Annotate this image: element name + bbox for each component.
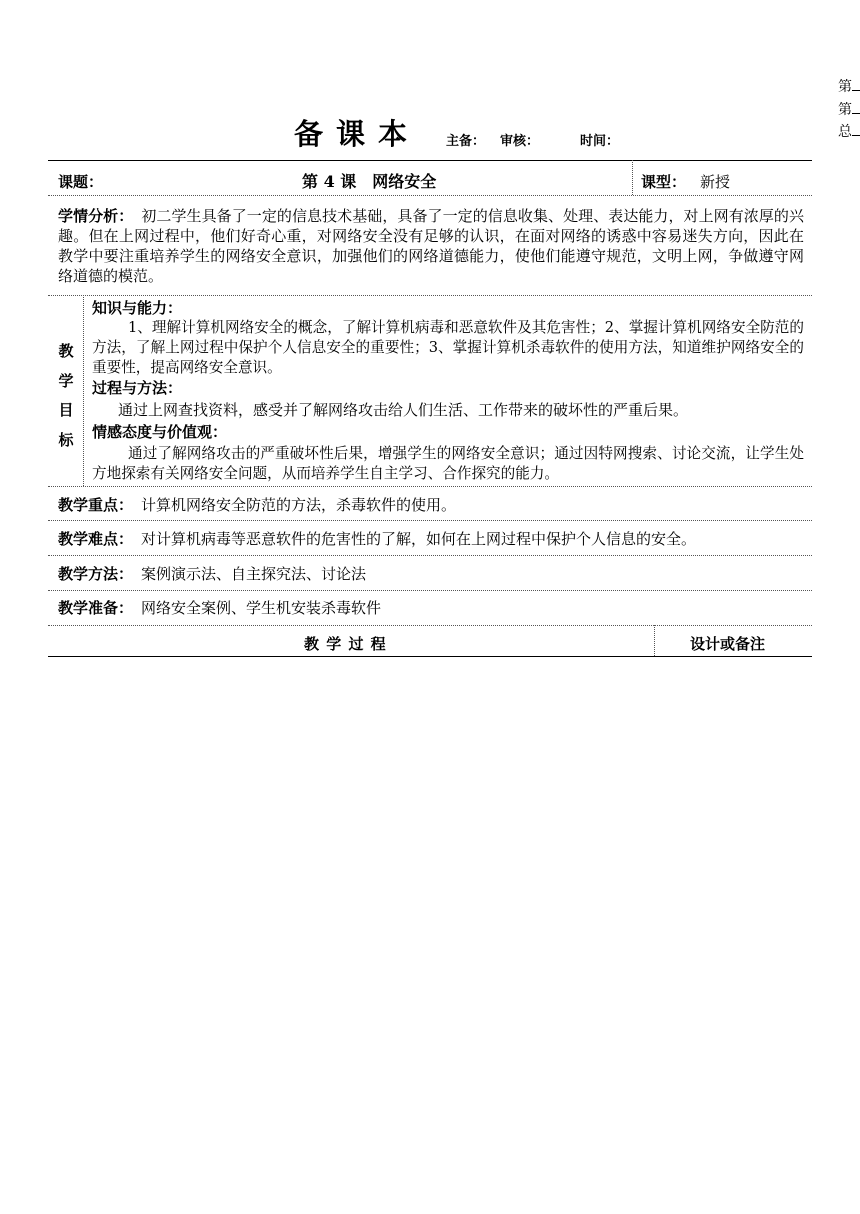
type-column-divider: [632, 160, 633, 195]
goals-side-label-2: 学: [58, 372, 74, 390]
row-divider-7: [48, 625, 812, 626]
process-header-left: 教 学 过 程: [304, 635, 387, 653]
lesson-title: 第 4 课 网络安全: [302, 172, 437, 191]
difficulties-label: 教学难点：: [58, 530, 134, 548]
goals-side-label-4: 标: [58, 431, 74, 449]
row-divider-3: [48, 486, 812, 487]
emotion-label: 情感态度与价值观：: [92, 423, 228, 441]
key-points-label: 教学重点：: [58, 496, 134, 514]
goals-side-divider: [83, 295, 84, 486]
process-column-divider: [654, 625, 655, 656]
row-divider-2: [48, 295, 812, 296]
key-points-text: 计算机网络安全防范的方法，杀毒软件的使用。: [141, 496, 457, 514]
reviewer-label: 审核：: [500, 134, 540, 149]
table-bottom-border: [48, 656, 812, 657]
preparation-text: 网络安全案例、学生机安装杀毒软件: [141, 599, 382, 617]
page-title: 备课本: [294, 117, 421, 151]
process-text: 通过上网查找资料，感受并了解网络攻击给人们生活、工作带来的破坏性的严重后果。: [118, 401, 689, 419]
methods-text: 案例演示法、自主探究法、讨论法: [141, 565, 367, 583]
key-points-row: [58, 495, 456, 515]
topic-label: 课题：: [58, 173, 104, 191]
lesson-type-label: 课型：: [641, 173, 687, 191]
row-divider-1: [48, 195, 812, 196]
time-label: 时间：: [580, 134, 620, 149]
knowledge-text: 1、理解计算机网络安全的概念，了解计算机病毒和恶意软件及其危害性；2、掌握计算机网络安全防范的方法，了解上网过程中保护个人信息安全的重要性；3、掌握计算机杀毒软件的使用方法，知道维护网络安全的重要性，提高网络安全意识。: [92, 319, 804, 376]
page-number-marker-1: [838, 78, 860, 95]
row-divider-5: [48, 555, 812, 556]
lesson-type-value: 新授: [700, 173, 731, 191]
process-header-right: 设计或备注: [690, 635, 766, 653]
student-analysis-text: 初二学生具备了一定的信息技术基础，具备了一定的信息收集、处理、表达能力，对上网有浓厚的兴趣。但在上网过程中，他们好奇心重，对网络安全没有足够的认识，在面对网络的诱惑中容易迷失方向，因此在教学中要注重培养学生的网络安全意识，加强他们的网络道德能力，使他们能遵守规范，文明上网，争做遵守网络道德的模范。: [58, 207, 804, 285]
table-top-border: [48, 160, 812, 161]
preparation-row: [58, 598, 381, 618]
page-number-label-2: 第: [838, 102, 852, 118]
page-number-label-1: 第: [838, 79, 852, 95]
document-header: [0, 112, 860, 152]
row-divider-6: [48, 590, 812, 591]
difficulties-row: [58, 529, 696, 549]
preparation-label: 教学准备：: [58, 599, 134, 617]
knowledge-label: 知识与能力：: [92, 299, 183, 317]
student-analysis-label: 学情分析：: [58, 207, 134, 225]
goals-side-label-1: 教: [58, 342, 74, 360]
emotion-text: 通过了解网络攻击的严重破坏性后果，增强学生的网络安全意识；通过因特网搜索、讨论交流，让学生处方地探索有关网络安全问题，从而培养学生自主学习、合作探究的能力。: [92, 445, 804, 482]
process-label: 过程与方法：: [92, 379, 183, 397]
difficulties-text: 对计算机病毒等恶意软件的危害性的了解，如何在上网过程中保护个人信息的安全。: [141, 530, 697, 548]
goals-side-label-3: 目: [58, 401, 74, 419]
author-label: 主备：: [446, 134, 486, 149]
page-number-blank-1: [852, 78, 860, 91]
page-number-label-3: 总: [838, 124, 852, 140]
student-analysis: [58, 206, 804, 286]
methods-row: [58, 564, 366, 584]
methods-label: 教学方法：: [58, 565, 134, 583]
row-divider-4: [48, 520, 812, 521]
